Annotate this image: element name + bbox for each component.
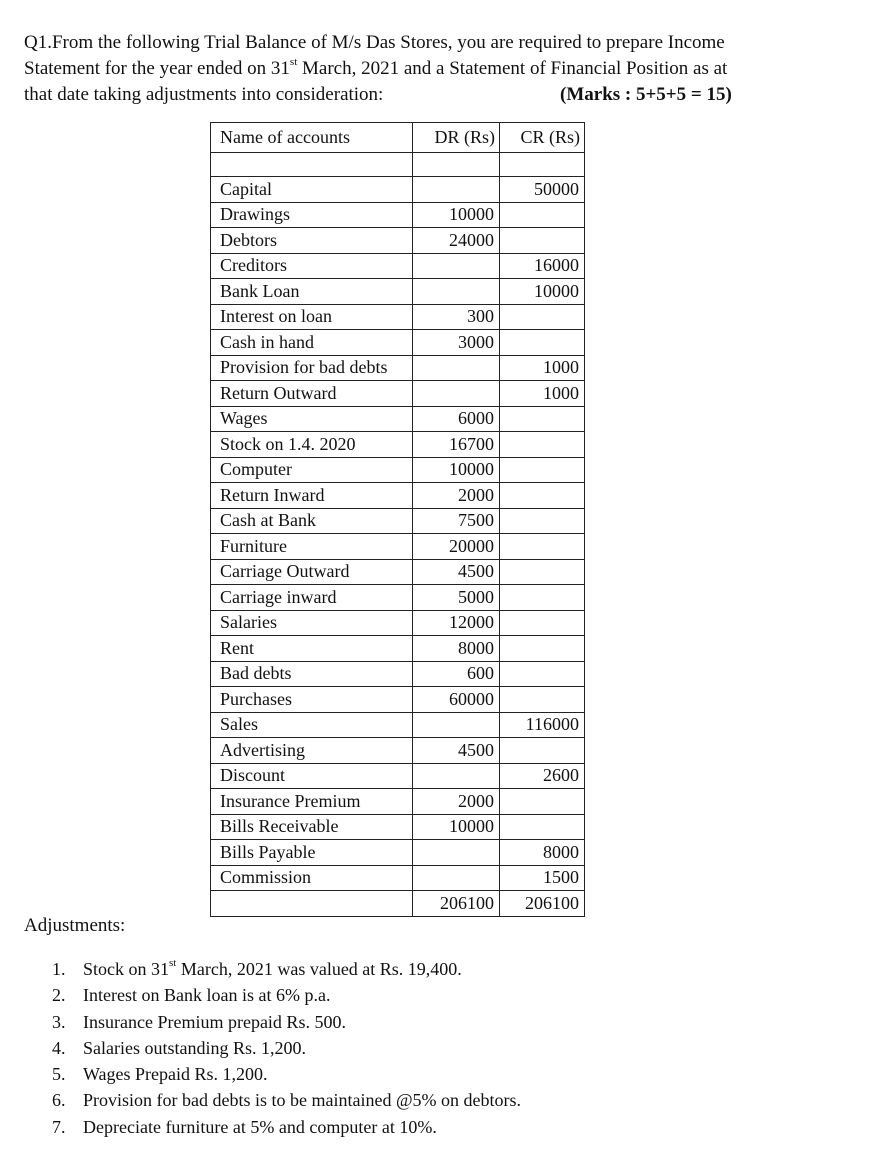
adjustment-item — [52, 1087, 521, 1113]
adjustment-item — [52, 982, 521, 1008]
credit-amount — [500, 559, 585, 585]
adjustments-list — [52, 956, 521, 1140]
credit-amount: 1000 — [500, 355, 585, 381]
credit-amount — [500, 508, 585, 534]
account-name: Provision for bad debts — [211, 355, 413, 381]
adjustment-text-pre: Stock on 31 — [83, 959, 170, 979]
adjustment-text: Insurance Premium prepaid Rs. 500. — [83, 1011, 346, 1032]
table-row — [211, 610, 585, 636]
debit-amount — [413, 279, 500, 305]
credit-amount — [500, 789, 585, 815]
table-row — [211, 330, 585, 356]
account-name: Capital — [211, 177, 413, 203]
trial-balance-body — [211, 153, 585, 891]
credit-amount — [500, 330, 585, 356]
account-name: Interest on loan — [211, 304, 413, 330]
credit-amount — [500, 228, 585, 254]
table-header-row — [211, 123, 585, 153]
table-row — [211, 865, 585, 891]
ordinal-suffix: st — [169, 957, 177, 969]
debit-amount — [413, 712, 500, 738]
credit-amount — [500, 432, 585, 458]
table-row — [211, 202, 585, 228]
credit-amount: 50000 — [500, 177, 585, 203]
debit-amount: 4500 — [413, 738, 500, 764]
account-name: Wages — [211, 406, 413, 432]
table-row — [211, 304, 585, 330]
credit-amount — [500, 814, 585, 840]
question-line-2-post: March, 2021 and a Statement of Financial Position as at — [297, 58, 728, 79]
question-line-3-text: that date taking adjustments into consideration: — [24, 84, 384, 105]
account-name: Furniture — [211, 534, 413, 560]
table-row — [211, 585, 585, 611]
debit-amount: 8000 — [413, 636, 500, 662]
debit-amount — [413, 381, 500, 407]
table-row — [211, 228, 585, 254]
credit-amount — [500, 483, 585, 509]
table-row — [211, 712, 585, 738]
debit-amount — [413, 355, 500, 381]
adjustment-item — [52, 1061, 521, 1087]
table-row — [211, 253, 585, 279]
credit-amount — [500, 738, 585, 764]
account-name: Commission — [211, 865, 413, 891]
account-name: Salaries — [211, 610, 413, 636]
adjustment-number: 1. — [52, 959, 66, 979]
question-line-2-pre: Statement for the year ended on 31 — [24, 58, 290, 79]
table-row — [211, 840, 585, 866]
account-name: Bills Payable — [211, 840, 413, 866]
account-name: Rent — [211, 636, 413, 662]
table-row — [211, 432, 585, 458]
table-row — [211, 763, 585, 789]
debit-amount: 3000 — [413, 330, 500, 356]
credit-amount — [500, 585, 585, 611]
table-row — [211, 177, 585, 203]
credit-amount — [500, 661, 585, 687]
credit-amount — [500, 457, 585, 483]
table-row — [211, 814, 585, 840]
debit-amount — [413, 177, 500, 203]
debit-amount: 600 — [413, 661, 500, 687]
adjustment-text: Interest on Bank loan is at 6% p.a. — [83, 985, 331, 1006]
adjustment-item — [52, 1009, 521, 1035]
ordinal-suffix: st — [289, 55, 298, 68]
debit-amount: 2000 — [413, 483, 500, 509]
header-debit: DR (Rs) — [413, 123, 500, 153]
table-row — [211, 789, 585, 815]
table-row — [211, 381, 585, 407]
adjustment-item — [52, 956, 521, 982]
debit-amount: 10000 — [413, 457, 500, 483]
account-name: Return Inward — [211, 483, 413, 509]
account-name: Computer — [211, 457, 413, 483]
table-row — [211, 508, 585, 534]
debit-amount — [413, 253, 500, 279]
account-name: Bills Receivable — [211, 814, 413, 840]
credit-amount: 10000 — [500, 279, 585, 305]
question-text — [24, 30, 784, 108]
debit-amount: 300 — [413, 304, 500, 330]
adjustment-text: Salaries outstanding Rs. 1,200. — [83, 1037, 306, 1058]
debit-amount: 5000 — [413, 585, 500, 611]
adjustment-item — [52, 1114, 521, 1140]
adjustment-number: 3. — [52, 1011, 66, 1032]
debit-amount: 2000 — [413, 789, 500, 815]
question-line-3 — [24, 82, 784, 108]
credit-amount — [500, 304, 585, 330]
debit-amount: 24000 — [413, 228, 500, 254]
header-name-of-accounts: Name of accounts — [211, 123, 413, 153]
debit-amount: 60000 — [413, 687, 500, 713]
debit-amount: 20000 — [413, 534, 500, 560]
debit-amount — [413, 763, 500, 789]
account-name: Discount — [211, 763, 413, 789]
adjustment-number: 4. — [52, 1037, 66, 1058]
total-debit: 206100 — [413, 891, 500, 917]
blank-row — [211, 153, 585, 177]
account-name: Insurance Premium — [211, 789, 413, 815]
debit-amount — [413, 865, 500, 891]
question-line-1: Q1.From the following Trial Balance of M/s Das Stores, you are required to prepare Income — [24, 32, 725, 53]
credit-amount: 1500 — [500, 865, 585, 891]
credit-amount — [500, 534, 585, 560]
debit-amount: 16700 — [413, 432, 500, 458]
credit-amount: 2600 — [500, 763, 585, 789]
table-row — [211, 279, 585, 305]
table-row — [211, 738, 585, 764]
total-credit: 206100 — [500, 891, 585, 917]
account-name: Cash at Bank — [211, 508, 413, 534]
account-name: Debtors — [211, 228, 413, 254]
adjustment-text-post: March, 2021 was valued at Rs. 19,400. — [176, 959, 462, 979]
account-name: Carriage Outward — [211, 559, 413, 585]
marks-label: (Marks : 5+5+5 = 15) — [560, 84, 732, 105]
table-row — [211, 534, 585, 560]
header-credit: CR (Rs) — [500, 123, 585, 153]
credit-amount: 1000 — [500, 381, 585, 407]
adjustments-title: Adjustments: — [24, 915, 126, 936]
totals-row — [211, 891, 585, 917]
table-row — [211, 559, 585, 585]
account-name: Drawings — [211, 202, 413, 228]
credit-amount — [500, 610, 585, 636]
adjustment-number: 5. — [52, 1064, 66, 1085]
account-name: Sales — [211, 712, 413, 738]
adjustment-number: 7. — [52, 1116, 66, 1137]
credit-amount — [500, 687, 585, 713]
credit-amount: 8000 — [500, 840, 585, 866]
account-name: Carriage inward — [211, 585, 413, 611]
table-row — [211, 661, 585, 687]
debit-amount — [413, 840, 500, 866]
adjustment-item — [52, 1035, 521, 1061]
debit-amount: 10000 — [413, 202, 500, 228]
adjustment-text: Depreciate furniture at 5% and computer at 10%. — [83, 1116, 437, 1137]
debit-amount: 7500 — [413, 508, 500, 534]
account-name: Creditors — [211, 253, 413, 279]
account-name: Bad debts — [211, 661, 413, 687]
debit-amount: 6000 — [413, 406, 500, 432]
table-row — [211, 636, 585, 662]
adjustment-number: 6. — [52, 1090, 66, 1111]
table-row — [211, 457, 585, 483]
credit-amount — [500, 202, 585, 228]
account-name: Advertising — [211, 738, 413, 764]
account-name: Return Outward — [211, 381, 413, 407]
debit-amount: 4500 — [413, 559, 500, 585]
adjustment-number: 2. — [52, 985, 66, 1006]
table-row — [211, 355, 585, 381]
account-name: Cash in hand — [211, 330, 413, 356]
credit-amount — [500, 406, 585, 432]
account-name: Bank Loan — [211, 279, 413, 305]
credit-amount: 116000 — [500, 712, 585, 738]
debit-amount: 10000 — [413, 814, 500, 840]
totals-label-cell — [211, 891, 413, 917]
credit-amount — [500, 636, 585, 662]
adjustment-text: Wages Prepaid Rs. 1,200. — [83, 1064, 268, 1085]
account-name: Purchases — [211, 687, 413, 713]
question-line-2 — [24, 56, 784, 82]
table-row — [211, 687, 585, 713]
account-name: Stock on 1.4. 2020 — [211, 432, 413, 458]
credit-amount: 16000 — [500, 253, 585, 279]
trial-balance-table — [210, 122, 585, 917]
adjustment-text: Provision for bad debts is to be maintained @5% on debtors. — [83, 1090, 522, 1111]
table-row — [211, 483, 585, 509]
table-row — [211, 406, 585, 432]
debit-amount: 12000 — [413, 610, 500, 636]
